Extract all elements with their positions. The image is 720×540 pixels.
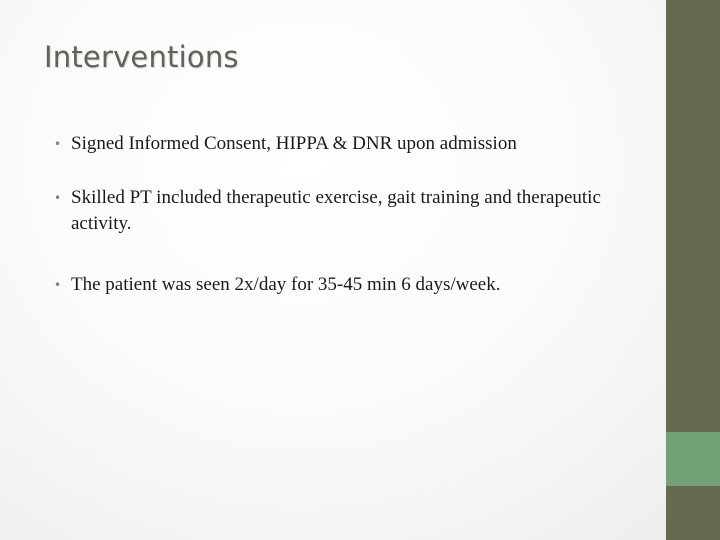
- bullet-item-consent: [54, 131, 614, 157]
- bullet-item-skilled-pt: [54, 185, 614, 237]
- bullet-marker: •: [54, 191, 62, 205]
- bullet-text: The patient was seen 2x/day for 35-45 min 6 days/week.: [71, 274, 501, 295]
- bullet-marker: •: [54, 278, 62, 292]
- bullet-marker: •: [54, 137, 62, 151]
- slide-title: Interventions: [44, 40, 239, 74]
- bullet-text: Signed Informed Consent, HIPPA & DNR upon admission: [71, 133, 517, 154]
- side-accent-block: [666, 432, 720, 486]
- bullet-item-frequency: [54, 272, 614, 298]
- bullet-list: [54, 131, 614, 326]
- bullet-text: Skilled PT included therapeutic exercise, gait training and therapeutic activity.: [71, 187, 601, 234]
